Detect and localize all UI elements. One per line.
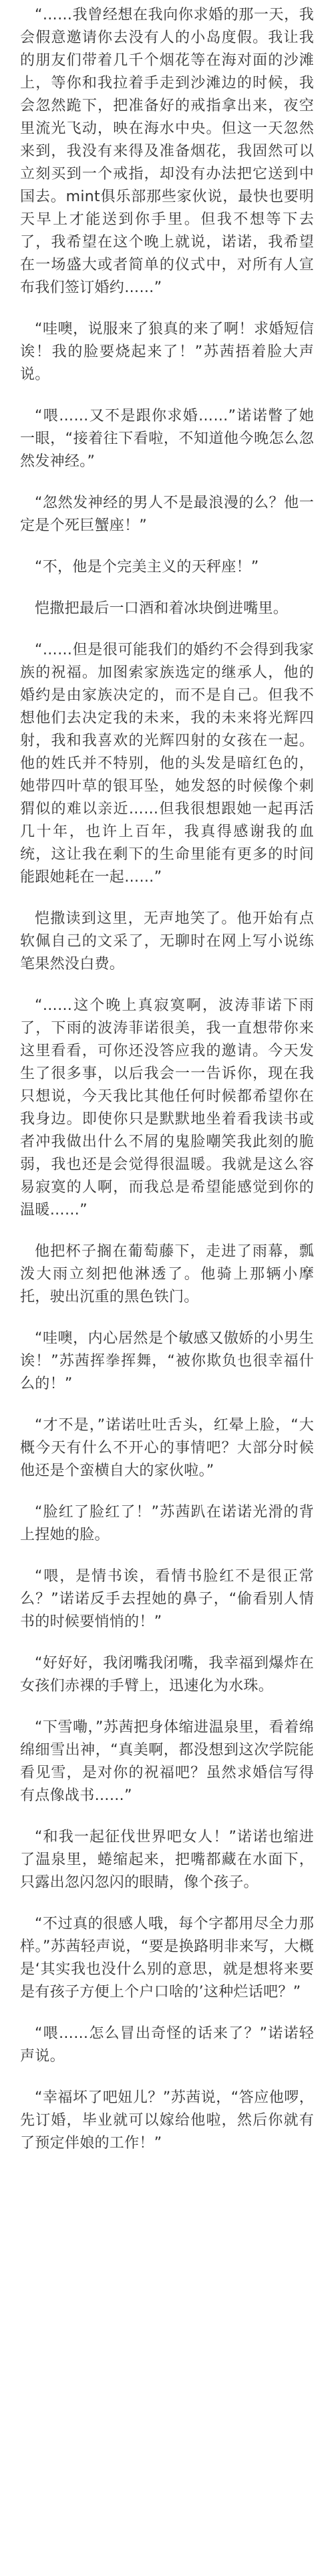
paragraph: “……我曾经想在我向你求婚的那一天，我会假意邀请你去没有人的小岛度假。我让我的朋友们带着几千个烟花等在海对面的沙滩上，等你和我拉着手走到沙滩边的时候，我会忽然跪下，把准备好的戒指拿出来，夜空里流光飞动，映在海水中央。但这一天忽然来到，我没有来得及准备烟花，我固然可以立刻买到一个戒指，却没有办法把它送到中国去。mint俱乐部那些家伙说，最快也要明天早上才能送到你手里。但我不想等下去了，我希望在这个晚上就说，诺诺，我希望在一场盛大或者简单的仪式中，对所有人宣布我们签订婚约……” bbox=[20, 7, 314, 296]
paragraph: 他把杯子搁在葡萄藤下，走进了雨幕，瓢泼大雨立刻把他淋透了。他骑上那辆小摩托，驶出沉重的黑色铁门。 bbox=[20, 1243, 314, 1305]
paragraph: “喂……又不是跟你求婚……”诺诺瞥了她一眼，“接着往下看啦，不知道他今晚怎么忽然发神经。” bbox=[20, 408, 314, 470]
paragraph: 恺撒把最后一口酒和着冰块倒进嘴里。 bbox=[35, 600, 289, 617]
paragraph: “和我一起征伐世界吧女人！”诺诺也缩进了温泉里，蜷缩起来，把嘴都藏在水面下，只露出忽闪忽闪的眼睛，像个孩子。 bbox=[20, 1829, 314, 1891]
paragraph: “……但是很可能我们的婚约不会得到我家族的祝福。加图索家族选定的继承人，他的婚约是由家族决定的，而不是自己。但我不想他们去决定我的未来，我的未来将光辉四射，我和我喜欢的光辉四射的女孩在一起。他的姓氏并不特别，他的头发是暗红色的，她带四叶草的银耳坠，她发怒的时候像个刺猬似的难以亲近……但我很想跟她一起再活几十年，也许上百年，我真得感谢我的血统，这让我在剩下的生命里能有更多的时间能跟她耗在一起……” bbox=[20, 642, 314, 886]
paragraph: “才不是，”诺诺吐吐舌头，红晕上脸，“大概今天有什么不开心的事情吧？大部分时候他还是个蛮横自大的家伙啦。” bbox=[20, 1417, 314, 1479]
paragraph: “脸红了脸红了！”苏茜趴在诺诺光滑的背上捏她的脸。 bbox=[20, 1504, 314, 1543]
paragraph: “喂……怎么冒出奇怪的话来了？”诺诺轻声说。 bbox=[20, 2025, 314, 2065]
paragraph: “哇噢，内心居然是个敏感又傲娇的小男生诶！”苏茜挥拳挥舞，“被你欺负也很幸福什么的！” bbox=[20, 1330, 314, 1392]
paragraph: 恺撒读到这里，无声地笑了。他开始有点软佩自己的文采了，无聊时在网上写小说练笔果然没白费。 bbox=[20, 910, 314, 973]
paragraph: “不，他是个完美主义的天秤座！” bbox=[35, 559, 259, 575]
paragraph: “下雪嘞，”苏茜把身体缩进温泉里，看着绵绵细雪出神，“真美啊，都没想到这次学院能看见雪，是对你的祝福吧？虽然求婚信写得有点像战书……” bbox=[20, 1719, 314, 1804]
paragraph: “不过真的很感人哦，每个字都用尽全力那样。”苏茜轻声说，“要是换路明非来写，大概是‘其实我也没什么别的意思，就是想将来要是有孩子方便上个户口啥的’这种烂话吧？” bbox=[20, 1916, 314, 2001]
paragraph: “忽然发神经的男人不是最浪漫的么？他一定是个死巨蟹座！” bbox=[20, 495, 314, 534]
paragraph: “幸福坏了吧妞儿？”苏茜说，“答应他啰，先订婚，毕业就可以嫁给他啦，然后你就有了预定伴娘的工作！” bbox=[20, 2089, 314, 2152]
paragraph: “喂，是情书诶，看情书脸红不是很正常么？”诺诺反手去捏她的鼻子，“偷看别人情书的时候要悄悄的！” bbox=[20, 1568, 314, 1630]
paragraph: “好好好，我闭嘴我闭嘴，我幸福到爆炸在女孩们赤裸的手臂上，迅速化为水珠。 bbox=[20, 1655, 314, 1694]
paragraph: “……这个晚上真寂寞啊，波涛菲诺下雨了，下雨的波涛菲诺很美，我一直想带你来这里看看，可你还没答应我的邀请。今天发生了很多事，以后我会一一告诉你，现在我只想说，今天我比其他任何时候都希望你在我身边。即使你只是默默地坐着看我读书或者冲我做出什么不屑的鬼脸嘲笑我此刻的脆弱，我也还是会觉得很温暖。我就是这么容易寂寞的人啊，而我总是希望能感觉到你的温暖……” bbox=[20, 997, 314, 1218]
story-text bbox=[20, 4, 314, 2155]
paragraph: “哇噢，说服来了狼真的来了啊！求婚短信诶！我的脸要烧起来了！”苏茜捂着脸大声说。 bbox=[20, 321, 314, 383]
